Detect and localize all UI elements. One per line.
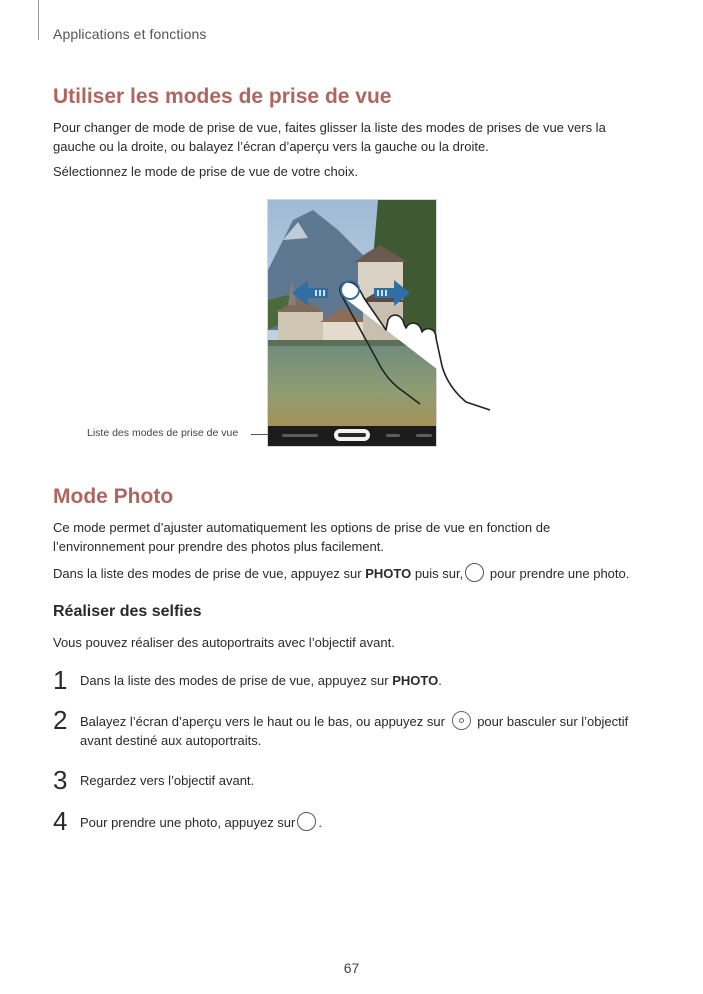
margin-rule — [38, 0, 39, 40]
photo-paragraph-2 — [53, 563, 643, 583]
step-number: 3 — [53, 765, 68, 795]
step-number: 4 — [53, 806, 68, 836]
photo-text-after: pour prendre une photo. — [489, 566, 630, 581]
step-number: 1 — [53, 665, 68, 695]
modes-paragraph-1: Pour changer de mode de prise de vue, faites glisser la liste des modes de prises de vue vers la gauche ou la droite, ou balayez l’écran d’aperçu vers la gauche ou la droite. — [53, 120, 606, 154]
section-title-photo-mode: Mode Photo — [53, 485, 174, 508]
page-number: 67 — [343, 960, 360, 976]
mode-list-callout: Liste des modes de prise de vue — [87, 427, 239, 439]
swipe-hand-icon — [330, 270, 500, 415]
selfie-intro: Vous pouvez réaliser des autoportraits avec l’objectif avant. — [53, 635, 395, 650]
photo-text-before: Dans la liste des modes de prise de vue, appuyez sur — [53, 566, 362, 581]
switch-camera-icon — [452, 711, 471, 730]
step-text: Pour prendre une photo, appuyez sur . — [80, 812, 640, 832]
modes-paragraph-2: Sélectionnez le mode de prise de vue de votre choix. — [53, 164, 358, 179]
shutter-button-icon — [465, 563, 484, 582]
section-title-shooting-modes: Utiliser les modes de prise de vue — [53, 85, 392, 108]
photo-text-middle: puis sur, — [414, 566, 464, 581]
running-header: Applications et fonctions — [53, 26, 207, 42]
photo-paragraph-1: Ce mode permet d’ajuster automatiquement les options de prise de vue en fonction de l’environnement pour prendre des photos plus facilement. — [53, 520, 551, 554]
step-text: Balayez l’écran d’aperçu vers le haut ou le bas, ou appuyez sur pour basculer sur l’objectif avant destiné aux autoportraits. — [80, 711, 640, 750]
subsection-title-selfies: Réaliser des selfies — [53, 603, 202, 620]
photo-keyword: PHOTO — [365, 566, 412, 581]
step-number: 2 — [53, 705, 68, 735]
step-text: Dans la liste des modes de prise de vue, appuyez sur PHOTO. — [80, 673, 442, 688]
mode-list-bar[interactable] — [268, 426, 436, 446]
shutter-button-icon — [297, 812, 316, 831]
callout-leader-line — [251, 434, 269, 435]
step-text: Regardez vers l’objectif avant. — [80, 773, 255, 788]
step-keyword: PHOTO — [392, 673, 439, 688]
